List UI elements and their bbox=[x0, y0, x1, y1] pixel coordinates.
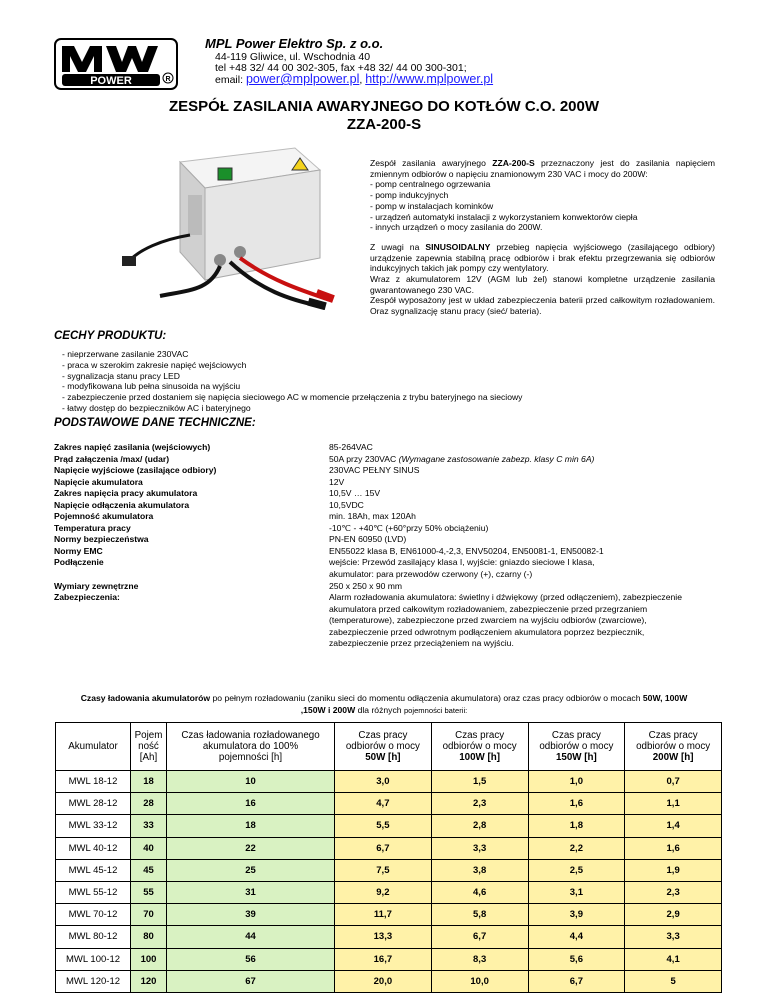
table-cell: 44 bbox=[167, 926, 335, 948]
column-header: Czas pracy odbiorów o mocy 150W [h] bbox=[528, 723, 625, 771]
table-row bbox=[56, 926, 722, 948]
table-cell: 3,9 bbox=[528, 904, 625, 926]
table-row bbox=[56, 771, 722, 793]
table-row bbox=[56, 837, 722, 859]
table-row bbox=[56, 904, 722, 926]
company-name: MPL Power Elektro Sp. z o.o. bbox=[205, 36, 384, 51]
table-row bbox=[56, 859, 722, 881]
column-header: Akumulator bbox=[56, 723, 131, 771]
company-address: 44-119 Gliwice, ul. Wschodnia 40 bbox=[215, 51, 371, 63]
table-cell: 2,8 bbox=[431, 815, 528, 837]
table-cell: 4,6 bbox=[431, 881, 528, 903]
table-row bbox=[56, 815, 722, 837]
table-cell: 39 bbox=[167, 904, 335, 926]
table-cell: 16 bbox=[167, 793, 335, 815]
spec-row: Napięcie wyjściowe (zasilające odbiory) 230VAC PEŁNY SINUS bbox=[54, 465, 420, 476]
svg-text:POWER: POWER bbox=[90, 75, 132, 87]
table-cell: 6,7 bbox=[335, 837, 432, 859]
table-cell: 45 bbox=[131, 859, 167, 881]
battery-model-cell: MWL 28-12 bbox=[56, 793, 131, 815]
battery-model-cell: MWL 70-12 bbox=[56, 904, 131, 926]
uses-list bbox=[370, 179, 715, 233]
table-cell: 1,0 bbox=[528, 771, 625, 793]
table-cell: 5 bbox=[625, 970, 722, 992]
table-cell: 80 bbox=[131, 926, 167, 948]
link-separator: , bbox=[359, 74, 363, 86]
email-label: email: bbox=[215, 74, 244, 86]
table-cell: 22 bbox=[167, 837, 335, 859]
table-cell: 2,2 bbox=[528, 837, 625, 859]
table-cell: 5,8 bbox=[431, 904, 528, 926]
table-cell: 56 bbox=[167, 948, 335, 970]
column-header: Czas ładowania rozładowanego akumulatora do 100% pojemności [h] bbox=[167, 723, 335, 771]
spec-row: Pojemność akumulatora min. 18Ah, max 120Ah bbox=[54, 511, 416, 522]
table-row bbox=[56, 793, 722, 815]
column-header: Czas pracy odbiorów o mocy 200W [h] bbox=[625, 723, 722, 771]
table-cell: 1,9 bbox=[625, 859, 722, 881]
table-cell: 16,7 bbox=[335, 948, 432, 970]
features-list bbox=[62, 349, 522, 414]
table-cell: 1,4 bbox=[625, 815, 722, 837]
table-header-row bbox=[56, 723, 722, 771]
spec-row: Zakres napięcia pracy akumulatora 10,5V … 15V bbox=[54, 488, 381, 499]
table-cell: 40 bbox=[131, 837, 167, 859]
column-header: Czas pracy odbiorów o mocy 100W [h] bbox=[431, 723, 528, 771]
table-cell: 2,3 bbox=[625, 881, 722, 903]
table-row bbox=[56, 881, 722, 903]
list-item: - modyfikowana lub pełna sinusoida na wyjściu bbox=[62, 381, 241, 392]
table-cell: 120 bbox=[131, 970, 167, 992]
spec-row: Napięcie akumulatora 12V bbox=[54, 476, 345, 487]
table-cell: 2,9 bbox=[625, 904, 722, 926]
column-header: Pojem ność [Ah] bbox=[131, 723, 167, 771]
company-phone: tel +48 32/ 44 00 302-305, fax +48 32/ 44 00 300-301; bbox=[215, 62, 467, 74]
spec-row: Wymiary zewnętrzne 250 x 250 x 90 mm bbox=[54, 580, 403, 591]
table-cell: 20,0 bbox=[335, 970, 432, 992]
table-cell: 8,3 bbox=[431, 948, 528, 970]
list-item: - pomp indukcyjnych bbox=[370, 190, 449, 201]
table-cell: 13,3 bbox=[335, 926, 432, 948]
spec-row: Zabezpieczenia: Alarm rozładowania akumulatora: świetlny i dźwiękowy (przed odłączeniem), zabezpieczenie akumulatora przed całkowitym rozładowaniem, zabezpieczenie przed przegrzaniem (temperaturowe), zabezpieczone przed zwarciem na wyjściu odbiorów (zwarciowe), zabezpieczenie przed odwrotnym podłączeniem akumulatora poprzez bezpiecznik, zabezpieczenie przez przeciążeniem na wyjściu. bbox=[54, 592, 682, 649]
product-photo bbox=[120, 140, 340, 310]
spec-row: Normy bezpieczeństwa PN-EN 60950 (LVD) bbox=[54, 534, 407, 545]
spec-row: Normy EMC EN55022 klasa B, EN61000-4,-2,3, ENV50204, EN50081-1, EN50082-1 bbox=[54, 545, 604, 556]
list-item: - łatwy dostęp do bezpieczników AC i bateryjnego bbox=[62, 402, 251, 413]
table-cell: 31 bbox=[167, 881, 335, 903]
table-cell: 1,1 bbox=[625, 793, 722, 815]
table-cell: 2,5 bbox=[528, 859, 625, 881]
table-caption: Czasy ładowania akumulatorów po pełnym rozładowaniu (zaniku sieci do momentu odłączenia akumulatora) oraz czas pracy odbiorów o mocach 50W, 100W ,150W i 200W dla różnych pojemności baterii: bbox=[80, 693, 688, 715]
battery-model-cell: MWL 55-12 bbox=[56, 881, 131, 903]
description-sinus: Z uwagi na SINUSOIDALNY przebieg napięcia wyjściowego (zasilającego odbiory) urządzenie zapewnia stabilną pracę odbiorów i brak efektu przegrzewania się odbiorów indukcyjnych takich jak pompy czy wentylatory. Wraz z akumulatorem 12V (AGM lub żel) stanowi kompletne urządzenie zasilania gwarantowanego 230 VAC. Zespół wyposażony jest w układ zabezpieczenia baterii przed całkowitym rozładowaniem. Oraz sygnalizację stanu pracy (sieć/ bateria). bbox=[370, 241, 715, 317]
table-cell: 6,7 bbox=[431, 926, 528, 948]
battery-model-cell: MWL 80-12 bbox=[56, 926, 131, 948]
column-header: Czas pracy odbiorów o mocy 50W [h] bbox=[335, 723, 432, 771]
list-item: - pomp w instalacjach kominków bbox=[370, 200, 494, 211]
table-cell: 3,3 bbox=[625, 926, 722, 948]
table-cell: 3,3 bbox=[431, 837, 528, 859]
table-cell: 3,1 bbox=[528, 881, 625, 903]
battery-table bbox=[55, 722, 722, 993]
spec-row: akumulator: para przewodów czerwony (+), czarny (-) bbox=[329, 569, 533, 580]
table-cell: 55 bbox=[131, 881, 167, 903]
battery-model-cell: MWL 100-12 bbox=[56, 948, 131, 970]
table-cell: 11,7 bbox=[335, 904, 432, 926]
list-item: - innych urządzeń o mocy zasilania do 200W. bbox=[370, 222, 543, 233]
table-cell: 100 bbox=[131, 948, 167, 970]
specs-list bbox=[54, 442, 682, 649]
table-cell: 1,6 bbox=[625, 837, 722, 859]
specs-heading: PODSTAWOWE DANE TECHNICZNE: bbox=[54, 417, 256, 429]
spec-row: Zakres napięć zasilania (wejściowych) 85-264VAC bbox=[54, 442, 373, 452]
features-heading: CECHY PRODUKTU: bbox=[54, 330, 167, 342]
table-cell: 10,0 bbox=[431, 970, 528, 992]
table-cell: 4,1 bbox=[625, 948, 722, 970]
email-link[interactable]: power@mplpower.pl bbox=[245, 72, 360, 86]
spec-row: Napięcie odłączenia akumulatora 10,5VDC bbox=[54, 499, 364, 510]
document-title: ZESPÓŁ ZASILANIA AWARYJNEGO DO KOTŁÓW C.O. 200W bbox=[168, 98, 600, 115]
table-cell: 70 bbox=[131, 904, 167, 926]
list-item: - urządzeń automatyki instalacji z wykorzystaniem konwektorów ciepła bbox=[370, 211, 638, 222]
mw-power-logo bbox=[54, 38, 178, 90]
table-cell: 2,3 bbox=[431, 793, 528, 815]
product-description bbox=[370, 158, 715, 326]
table-cell: 1,8 bbox=[528, 815, 625, 837]
table-cell: 33 bbox=[131, 815, 167, 837]
description-intro: Zespół zasilania awaryjnego ZZA-200-S przeznaczony jest do zasilania napięciem zmiennym odbiorów o napięciu znamionowym 230 VAC i mocy do 200W: - pomp centralnego ogrzewania - pomp indukcyjnych - pomp w instalacjach kominków - urządzeń automatyki instalacji z wykorzystaniem konwektorów ciepła - innych urządzeń o mocy zasilania do 200W. bbox=[370, 158, 715, 233]
battery-model-cell: MWL 45-12 bbox=[56, 859, 131, 881]
table-row bbox=[56, 948, 722, 970]
table-cell: 1,6 bbox=[528, 793, 625, 815]
list-item: - nieprzerwane zasilanie 230VAC bbox=[62, 349, 189, 359]
list-item: - zabezpieczenie przed dostaniem się napięcia sieciowego AC w momencie przełączenia z trybu bateryjnego na sieciowy bbox=[62, 392, 523, 403]
list-item: - praca w szerokim zakresie napięć wejściowych bbox=[62, 359, 247, 370]
table-cell: 5,5 bbox=[335, 815, 432, 837]
spec-row: Podłączenie wejście: Przewód zasilający klasa I, wyjście: gniazdo sieciowe I klasa, bbox=[54, 557, 595, 568]
contact-line bbox=[215, 72, 493, 86]
table-cell: 67 bbox=[167, 970, 335, 992]
table-cell: 0,7 bbox=[625, 771, 722, 793]
battery-model-cell: MWL 120-12 bbox=[56, 970, 131, 992]
table-row bbox=[56, 970, 722, 992]
table-cell: 18 bbox=[167, 815, 335, 837]
table-cell: 7,5 bbox=[335, 859, 432, 881]
table-cell: 5,6 bbox=[528, 948, 625, 970]
battery-model-cell: MWL 40-12 bbox=[56, 837, 131, 859]
table-cell: 1,5 bbox=[431, 771, 528, 793]
battery-model-cell: MWL 33-12 bbox=[56, 815, 131, 837]
model-name: ZZA-200-S bbox=[492, 158, 535, 168]
model-title: ZZA-200-S bbox=[346, 116, 422, 133]
list-item: - pomp centralnego ogrzewania bbox=[370, 179, 491, 190]
table-cell: 10 bbox=[167, 771, 335, 793]
table-cell: 4,4 bbox=[528, 926, 625, 948]
table-cell: 18 bbox=[131, 771, 167, 793]
spec-row: Prąd załączenia /max/ (udar) 50A przy 230VAC (Wymagane zastosowanie zabezp. klasy C min 6A) bbox=[54, 453, 595, 464]
spec-row: Temperatura pracy -10℃ - +40℃ (+60°przy 50% obciążeniu) bbox=[54, 522, 489, 533]
list-item: - sygnalizacja stanu pracy LED bbox=[62, 370, 180, 381]
table-cell: 3,0 bbox=[335, 771, 432, 793]
table-cell: 9,2 bbox=[335, 881, 432, 903]
table-cell: 28 bbox=[131, 793, 167, 815]
table-cell: 4,7 bbox=[335, 793, 432, 815]
website-link[interactable]: http://www.mplpower.pl bbox=[365, 72, 494, 86]
table-cell: 25 bbox=[167, 859, 335, 881]
battery-model-cell: MWL 18-12 bbox=[56, 771, 131, 793]
table-cell: 3,8 bbox=[431, 859, 528, 881]
table-cell: 6,7 bbox=[528, 970, 625, 992]
svg-text:R: R bbox=[165, 76, 171, 83]
